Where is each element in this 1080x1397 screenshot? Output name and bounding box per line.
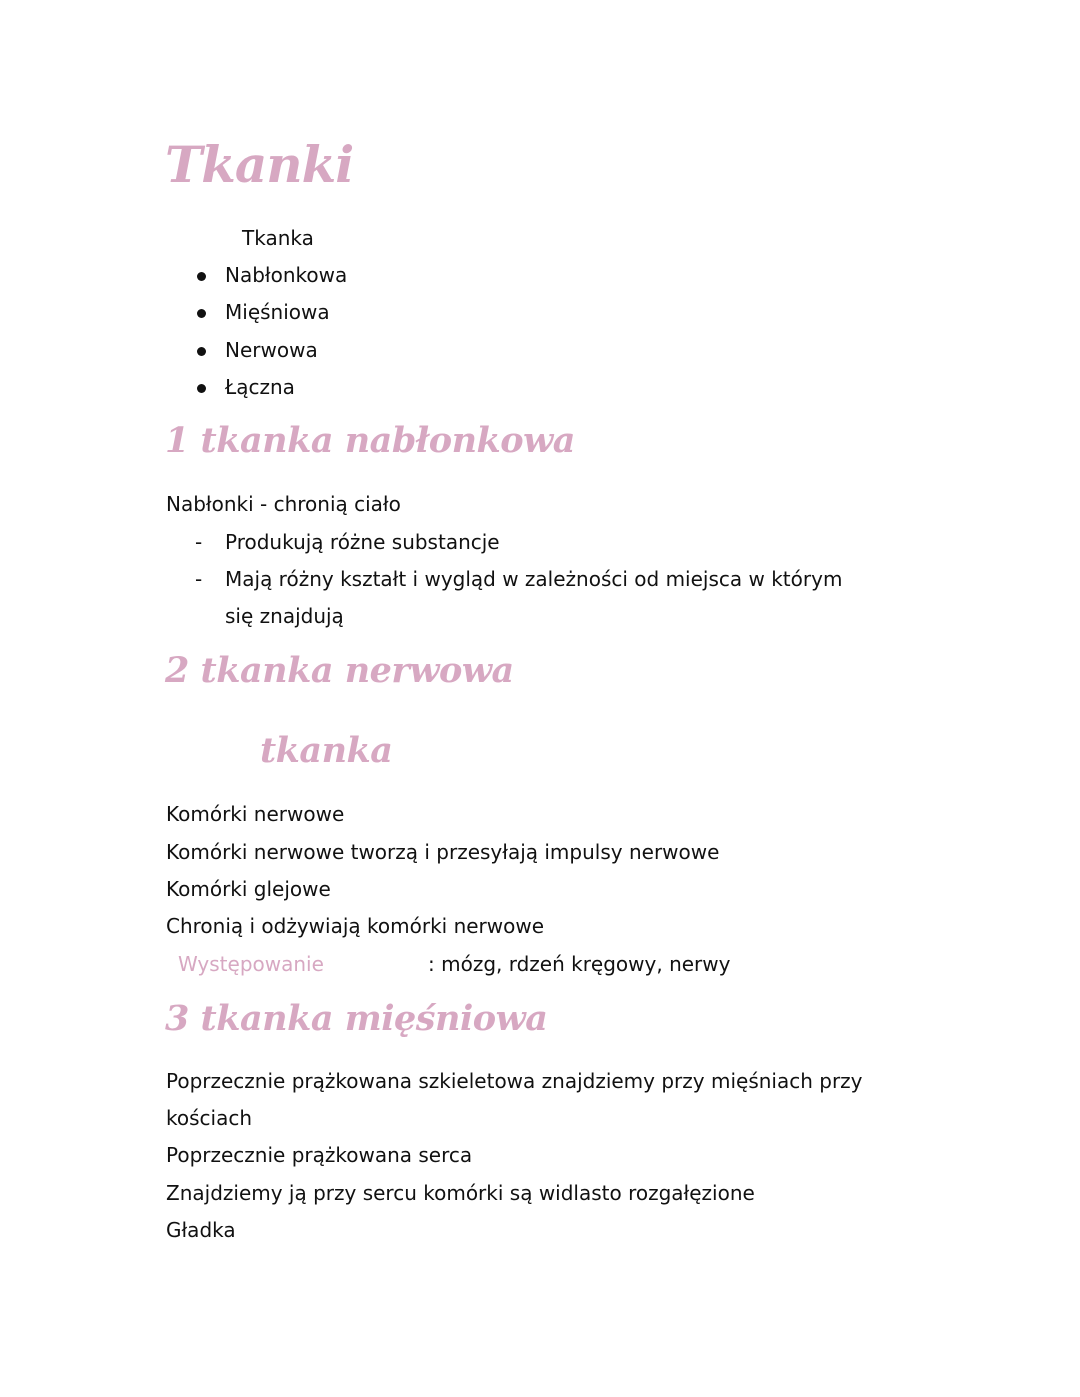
list-item bbox=[195, 300, 330, 324]
bullet-icon bbox=[195, 375, 225, 399]
list-item bbox=[195, 530, 500, 554]
section-lead: Nabłonki - chronią ciało bbox=[166, 492, 401, 516]
intro-heading: Tkanka bbox=[242, 226, 314, 250]
text-line: Znajdziemy ją przy sercu komórki są widlasto rozgałęzione bbox=[166, 1181, 755, 1205]
list-item bbox=[195, 375, 295, 399]
section-subheading: tkanka bbox=[260, 730, 393, 771]
list-item-label: Mają różny kształt i wygląd w zależności od miejsca w którym bbox=[225, 567, 843, 591]
bullet-icon bbox=[195, 338, 225, 362]
text-line: Gładka bbox=[166, 1218, 236, 1242]
list-item-label: Produkują różne substancje bbox=[225, 530, 500, 554]
page-title: Tkanki bbox=[165, 135, 354, 194]
dash-marker: - bbox=[195, 530, 203, 554]
text-line: Komórki glejowe bbox=[166, 877, 331, 901]
occurrence-label: Występowanie bbox=[178, 952, 324, 976]
bullet-icon bbox=[195, 300, 225, 324]
text-line: Poprzecznie prążkowana serca bbox=[166, 1143, 473, 1167]
list-item-label: Mięśniowa bbox=[225, 300, 330, 324]
list-item bbox=[195, 263, 347, 287]
list-item bbox=[195, 338, 318, 362]
text-line: kościach bbox=[166, 1106, 253, 1130]
list-item bbox=[195, 567, 842, 591]
section-heading: 1 tkanka nabłonkowa bbox=[165, 420, 575, 461]
bullet-icon bbox=[195, 263, 225, 287]
text-line: Komórki nerwowe tworzą i przesyłają impulsy nerwowe bbox=[166, 840, 720, 864]
text-line: Komórki nerwowe bbox=[166, 802, 345, 826]
list-item-label: Łączna bbox=[225, 375, 295, 399]
dash-marker: - bbox=[195, 567, 203, 591]
text-line: Poprzecznie prążkowana szkieletowa znajdziemy przy mięśniach przy bbox=[166, 1069, 863, 1093]
list-item-label: Nerwowa bbox=[225, 338, 318, 362]
list-item-label: Nabłonkowa bbox=[225, 263, 348, 287]
section-heading: 3 tkanka mięśniowa bbox=[165, 998, 548, 1039]
list-item-continuation: się znajdują bbox=[225, 604, 344, 628]
text-line: Chronią i odżywiają komórki nerwowe bbox=[166, 914, 545, 938]
section-heading: 2 tkanka nerwowa bbox=[165, 650, 514, 691]
occurrence-value: : mózg, rdzeń kręgowy, nerwy bbox=[428, 952, 731, 976]
